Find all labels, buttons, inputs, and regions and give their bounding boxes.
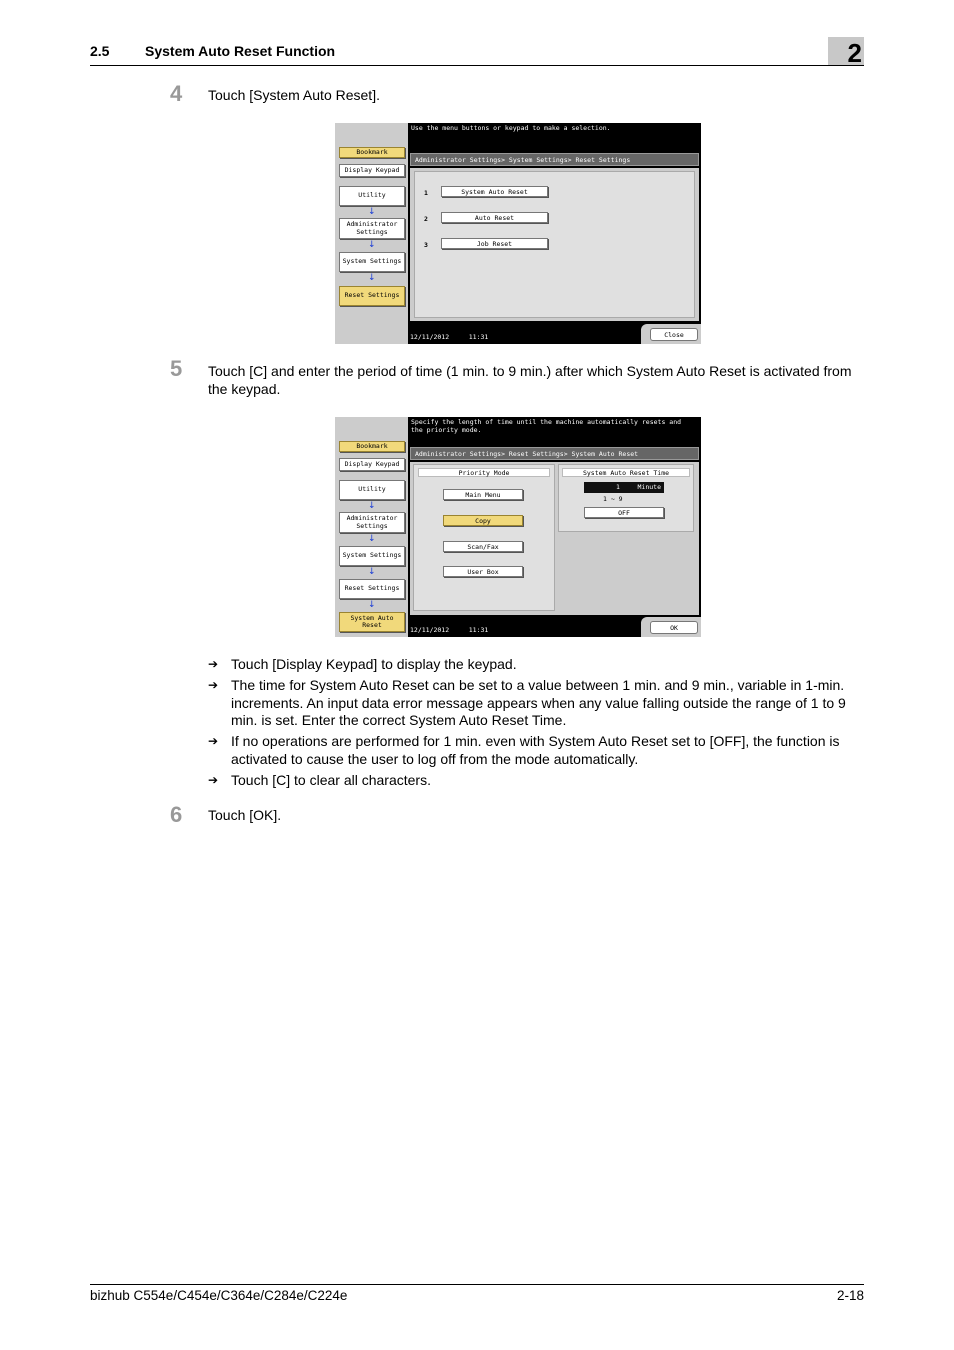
step-text: Touch [OK]. [208, 807, 282, 823]
item-number: 1 [424, 189, 428, 197]
note-item [208, 656, 864, 674]
panel-system-auto-reset [335, 417, 701, 637]
system-settings-button[interactable]: System Settings [339, 546, 405, 566]
breadcrumb: Administrator Settings> Reset Settings> System Auto Reset [410, 447, 699, 460]
job-reset-button[interactable]: Job Reset [441, 238, 548, 249]
system-settings-button[interactable]: System Settings [339, 252, 405, 272]
side-menu [335, 123, 408, 344]
reset-settings-button[interactable]: Reset Settings [339, 579, 405, 599]
step-text: Touch [C] and enter the period of time (1 min. to 9 min.) after which System Auto Reset is activated from the keypad. [208, 363, 852, 397]
section-title: System Auto Reset Function [145, 43, 336, 59]
system-auto-reset-button[interactable]: System Auto Reset [441, 186, 548, 197]
page-header [90, 40, 864, 66]
arrow-icon: ➔ [208, 734, 219, 748]
down-arrow-icon: ↓ [368, 240, 376, 250]
section-number: 2.5 [90, 43, 110, 59]
panel-reset-settings [335, 123, 701, 344]
main-screen [408, 123, 701, 344]
auto-reset-time-title: System Auto Reset Time [562, 468, 690, 477]
item-number: 3 [424, 241, 428, 249]
bookmark-button[interactable]: Bookmark [339, 147, 405, 158]
system-auto-reset-button[interactable]: System Auto Reset [339, 612, 405, 632]
status-date: 12/11/2012 [410, 626, 450, 634]
content-area [410, 462, 699, 615]
priority-user-box-button[interactable]: User Box [443, 566, 523, 577]
page-number: 2-18 [836, 1288, 864, 1303]
arrow-icon: ➔ [208, 772, 219, 787]
step-number: 6 [170, 802, 183, 827]
ok-button[interactable]: OK [650, 621, 698, 634]
instruction-message: Use the menu buttons or keypad to make a selection. [411, 124, 611, 132]
down-arrow-icon: ↓ [368, 501, 376, 511]
auto-reset-button[interactable]: Auto Reset [441, 212, 548, 223]
step-number: 5 [170, 356, 183, 381]
step-number: 4 [170, 81, 183, 106]
priority-copy-button[interactable]: Copy [443, 515, 523, 526]
priority-scan-fax-button[interactable]: Scan/Fax [443, 541, 523, 552]
down-arrow-icon: ↓ [368, 567, 376, 577]
arrow-icon: ➔ [208, 678, 219, 692]
close-button[interactable]: Close [650, 328, 698, 341]
bookmark-button[interactable]: Bookmark [339, 441, 405, 452]
display-keypad-button[interactable]: Display Keypad [339, 458, 405, 471]
priority-mode-title: Priority Mode [418, 468, 550, 477]
menu-list [414, 171, 695, 318]
page-footer [90, 1284, 864, 1304]
chapter-badge: 2 [828, 37, 864, 65]
side-menu [335, 417, 408, 637]
note-text: Touch [Display Keypad] to display the keypad. [231, 656, 517, 672]
status-time: 11:31 [468, 333, 489, 341]
status-bar [410, 333, 488, 341]
down-arrow-icon: ↓ [368, 273, 376, 283]
reset-settings-button[interactable]: Reset Settings [339, 286, 405, 306]
down-arrow-icon: ↓ [368, 534, 376, 544]
time-value-field[interactable] [584, 482, 664, 493]
main-screen [408, 417, 701, 637]
utility-button[interactable]: Utility [339, 186, 405, 206]
priority-mode-panel [413, 464, 555, 611]
breadcrumb: Administrator Settings> System Settings> Reset Settings [410, 153, 699, 166]
auto-reset-time-panel [558, 464, 694, 532]
time-range: 1 ~ 9 [603, 495, 623, 503]
step-text: Touch [System Auto Reset]. [208, 87, 380, 103]
time-value: 1 [616, 483, 620, 491]
note-item [208, 772, 864, 790]
note-text: The time for System Auto Reset can be set to a value between 1 min. and 9 min., variable in 1-min. increments. An input data error message appears when any value falling outside the range of 1 to 9 min. is set. Enter the correct System Auto Reset Time. [231, 677, 846, 728]
down-arrow-icon: ↓ [368, 600, 376, 610]
status-bar [410, 626, 488, 634]
note-text: If no operations are performed for 1 min. even with System Auto Reset set to [OFF], the function is activated to cause the user to log off from the mode automatically. [231, 733, 840, 767]
utility-button[interactable]: Utility [339, 480, 405, 500]
status-time: 11:31 [468, 626, 489, 634]
instruction-message: Specify the length of time until the machine automatically resets and the priority mode. [411, 418, 682, 434]
note-item [208, 677, 864, 730]
off-button[interactable]: OFF [584, 507, 664, 518]
arrow-icon: ➔ [208, 657, 219, 671]
administrator-settings-button[interactable]: Administrator Settings [339, 218, 405, 239]
display-keypad-button[interactable]: Display Keypad [339, 164, 405, 177]
status-date: 12/11/2012 [410, 333, 450, 341]
item-number: 2 [424, 215, 428, 223]
note-list [208, 656, 864, 793]
note-text: Touch [C] to clear all characters. [231, 771, 431, 788]
time-unit: Minute [637, 483, 661, 491]
note-item [208, 733, 864, 768]
down-arrow-icon: ↓ [368, 207, 376, 217]
administrator-settings-button[interactable]: Administrator Settings [339, 512, 405, 533]
content-area [410, 168, 699, 321]
priority-main-menu-button[interactable]: Main Menu [443, 489, 523, 500]
footer-model: bizhub C554e/C454e/C364e/C284e/C224e [90, 1288, 348, 1303]
